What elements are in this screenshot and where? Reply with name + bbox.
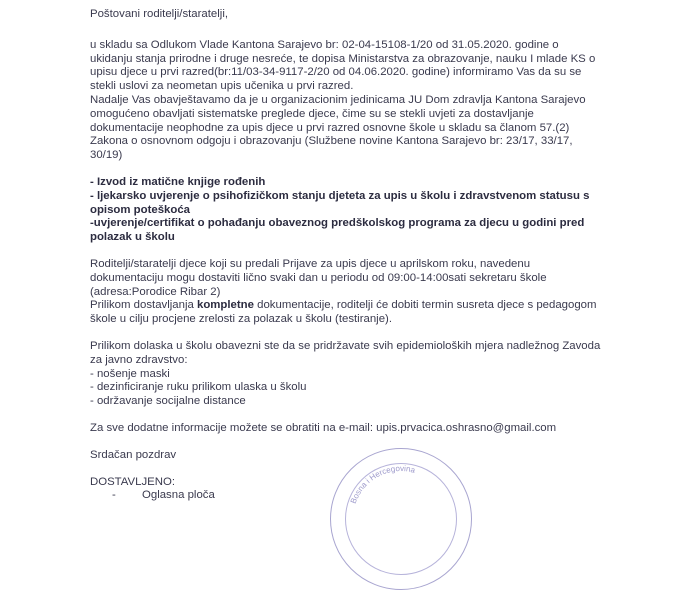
delivered-label: Oglasna ploča — [142, 489, 215, 502]
documents-list — [90, 176, 690, 245]
measure-item: - održavanje socijalne distance — [90, 395, 246, 408]
paragraph-line: Prilikom dolaska u školu obavezni ste da se pridržavate svih epidemioloških mjera nadležnog Zavoda — [90, 339, 601, 352]
paragraph-submission — [90, 258, 690, 299]
official-stamp — [330, 448, 472, 590]
letter — [90, 8, 690, 503]
emphasis-complete: kompletne — [197, 299, 254, 312]
paragraph-line — [90, 299, 690, 313]
measure-item: - nošenje maski — [90, 367, 170, 380]
delivered-dash: - — [112, 489, 116, 502]
documents-item: - Izvod iz matične knjige rođenih — [90, 175, 266, 188]
paragraph-decision — [90, 39, 690, 94]
text-after: dokumentacije, roditelji će dobiti termin susreta djece s pedagogom — [253, 299, 597, 312]
stamp-text: Bosna i Hercegovina — [348, 463, 417, 505]
paragraph-medical — [90, 94, 690, 163]
documents-item: - ljekarsko uvjerenje o psihofizičkom stanju djeteta za upis u školu i zdravstvenom statusu s — [90, 189, 590, 202]
paragraph-line: stekli uslovi za neometan upis učenika u prvi razred. — [90, 80, 354, 93]
paragraph-line: Nadalje Vas obavještavamo da je u organizacionim jedinicama JU Dom zdravlja Kantona Sarajevo — [90, 93, 586, 106]
paragraph-epidemiological — [90, 340, 690, 409]
documents-item: polazak u školu — [90, 231, 175, 244]
stamp-text-ring — [331, 449, 471, 589]
paragraph-line: dokumentaciju mogu dostaviti lično svaki dan u periodu od 09:00-14:00sati sekretaru škole — [90, 271, 547, 284]
paragraph-line: za javno zdravstvo: — [90, 353, 188, 366]
paragraph-testing — [90, 299, 690, 327]
documents-item: opisom poteškoća — [90, 203, 191, 216]
delivered-heading: DOSTAVLJENO: — [90, 475, 176, 488]
paragraph-line: (adresa:Porodice Ribar 2) — [90, 285, 221, 298]
text-before: Prilikom dostavljanja — [90, 299, 197, 312]
paragraph-line: u skladu sa Odlukom Vlade Kantona Sarajevo br: 02-04-15108-1/20 od 31.05.2020. godine o — [90, 38, 559, 51]
measure-item: - dezinficiranje ruku prilikom ulaska u školu — [90, 381, 307, 394]
paragraph-line: Roditelji/staratelji djece koji su predali Prijave za upis djece u aprilskom roku, navedenu — [90, 257, 531, 270]
paragraph-line: 30/19) — [90, 149, 123, 162]
documents-item: -uvjerenje/certifikat o pohađanju obaveznog predškolskog programa za djecu u godini pred — [90, 217, 585, 230]
paragraph-line: škole u cilju procjene zrelosti za polazak u školu (testiranje). — [90, 313, 392, 326]
greeting: Poštovani roditelji/staratelji, — [90, 8, 229, 20]
paragraph-line: dokumentacije neophodne za upis djece u prvi razred osnovne škole u skladu sa članom 57.(2) — [90, 121, 570, 134]
paragraph-line: upisu djece u prvi razred(br:11/03-34-9117-2/20 od 04.06.2020. godine) informiramo Vas da su se — [90, 66, 582, 79]
closing: Srdačan pozdrav — [90, 448, 177, 461]
svg-text:Bosna i Hercegovina — [349, 464, 417, 505]
paragraph-line: Zakona o osnovnom odgoju i obrazovanju (Službene novine Kantona Sarajevo br: 23/17, 33/17, — [90, 135, 573, 148]
contact-line: Za sve dodatne informacije možete se obratiti na e-mail: upis.prvacica.oshrasno@gmail.com — [90, 421, 557, 434]
paragraph-line: omogućeno obavljati sistematske preglede djece, čime su se stekli uvjeti za dostavljanje — [90, 107, 534, 120]
paragraph-line: ukidanju stanja prirodne i druge nesreće, te dopisa Ministarstva za obrazovanje, nauku I mlade KS o — [90, 52, 596, 65]
